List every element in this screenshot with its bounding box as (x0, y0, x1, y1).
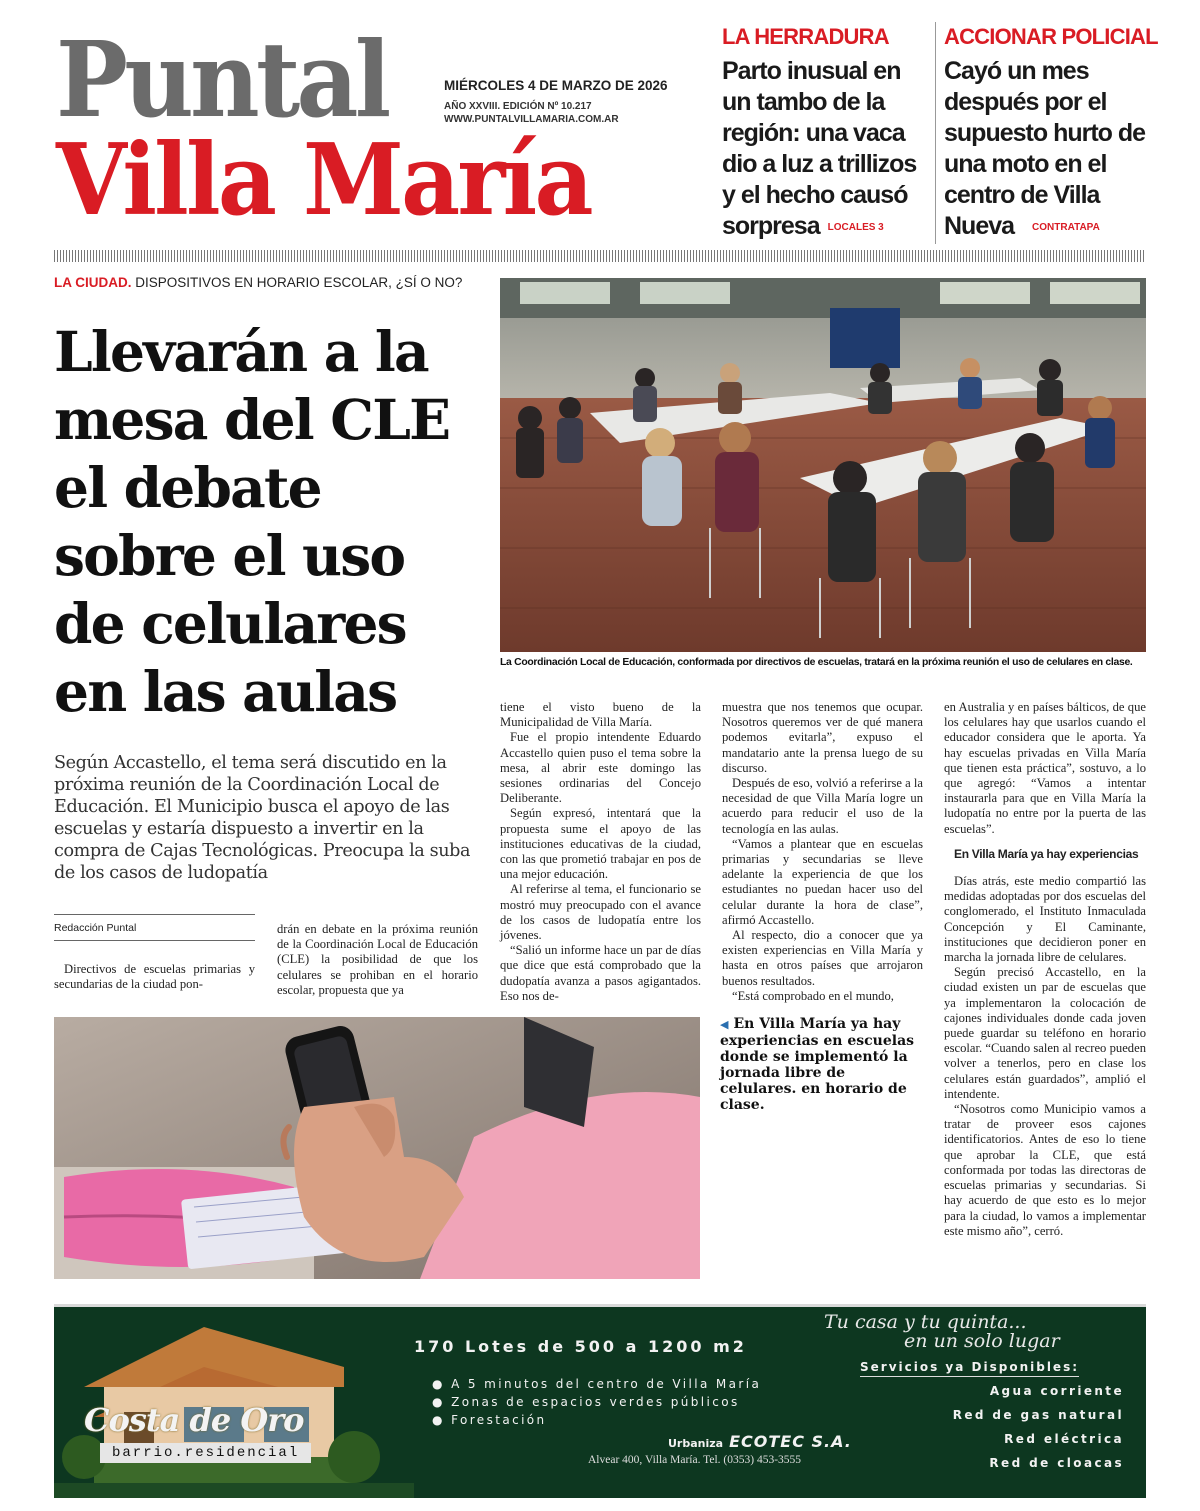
teaser-accionar-policial[interactable] (944, 24, 1158, 243)
ad-service: Red de gas natural (952, 1408, 1124, 1422)
ad-service: Red de cloacas (989, 1456, 1124, 1470)
meeting-photo-caption: La Coordinación Local de Educación, conformada por directivos de escuelas, tratará en la próxima reunión el uso de celulares en clase. (500, 657, 1133, 668)
paragraph: Al referirse al tema, el funcionario se mostró muy preocupado con el avance de los casos de ludopatía entre los jóvenes. (500, 882, 701, 943)
ad-service: Agua corriente (989, 1384, 1124, 1398)
teaser-kicker: ACCIONAR POLICIAL (944, 24, 1158, 49)
issue-meta (444, 100, 619, 126)
teaser-la-herradura[interactable] (722, 24, 932, 243)
meeting-photo-illustration (500, 278, 1146, 652)
byline: Redacción Puntal (54, 922, 137, 934)
phone-photo (54, 1017, 700, 1279)
costa-de-oro-ad[interactable] (54, 1304, 1146, 1498)
masthead-rule (54, 250, 1146, 262)
issue-date: MIÉRCOLES 4 DE MARZO DE 2026 (444, 78, 668, 93)
paragraph: Directivos de escuelas primarias y secundarias de la ciudad pon- (54, 962, 255, 992)
teaser-headline: Cayó un mes después por el supuesto hurto de una moto en el centro de Villa Nueva CONTRATAPA (944, 57, 1146, 240)
paragraph: Fue el propio intendente Eduardo Accastello quien puso el tema sobre la mesa, al abrir este domingo las sesiones ordinarias del Concejo Deliberante. (500, 730, 701, 806)
phone-photo-illustration (54, 1017, 700, 1279)
masthead-puntal: Puntal (56, 18, 388, 141)
body-column-4 (722, 700, 923, 1004)
ad-bullet: ● A 5 minutos del centro de Villa María (432, 1377, 762, 1391)
paragraph: “Nosotros como Municipio vamos a tratar de proveer esos cajones identificatorios. Antes de eso lo tiene que aprobar la CLE, que está conformada por todas las directoras de escuelas primarias y secundarias. Si hay acuerdo de que esto es lo mejor para la ciudad, lo vamos a implementar este mismo año”, cerró. (944, 1102, 1146, 1238)
paragraph: Después de eso, volvió a referirse a la necesidad de que Villa María logre un acuerdo para reducir el uso de la tecnología en las aulas. (722, 776, 923, 836)
paragraph: “Está comprobado en el mundo, (732, 988, 894, 1003)
teaser-kicker: LA HERRADURA (722, 24, 889, 49)
meeting-photo (500, 278, 1146, 652)
main-headline[interactable]: Llevarán a la mesa del CLE el debate sobre el uso de celulares en las aulas (54, 319, 450, 724)
ad-logo-subtitle: barrio.residencial (100, 1443, 311, 1463)
ad-services-title: Servicios ya Disponibles: (860, 1360, 1079, 1377)
masthead-villa-maria: Villa María (56, 123, 591, 238)
paragraph: Según expresó, intentará que la propuesta sume el apoyo de las instituciones educativas de la ciudad, con las que prometió trabajar en pos de una mejor educación. (500, 806, 701, 882)
pull-quote: ◀ En Villa María ya hay experiencias en escuelas donde se implementó la jornada libre de celulares. en horario de clase. (720, 1016, 915, 1113)
ad-developer: Urbaniza ECOTEC S.A. (668, 1432, 852, 1451)
teaser-page-ref: LOCALES 3 (827, 221, 884, 233)
body-column-3 (500, 700, 701, 1004)
byline-rule (54, 940, 255, 941)
ad-slogan: Tu casa y tu quinta... en un solo lugar (824, 1311, 1060, 1352)
paragraph: Días atrás, este medio compartió las medidas adoptadas por dos escuelas del conglomerado, el Instituto Inmaculada Concepción y El Caminante, instituciones que decidieron poner en marcha la jornada libre de celulares. (944, 874, 1146, 965)
paragraph: tiene el visto bueno de la Municipalidad de Villa María. (500, 700, 701, 730)
paragraph: Al respecto, dio a conocer que ya existen experiencias en Villa María y hasta en otros países que arrojaron buenos resultados. (722, 928, 923, 988)
body-column-2 (277, 922, 478, 998)
edition-number: AÑO XXVIII. EDICIÓN Nº 10.217 (444, 101, 592, 112)
paragraph: Según precisó Accastello, en la ciudad existen un par de escuelas que ya implementaron la colocación de cajones individuales donde cada joven puede guardar su teléfono en horario escolar. “Cuando salen al recreo pueden volver a tenerlos, pero en clase los celulares están guardados”, amplió el intendente. (944, 965, 1146, 1101)
paragraph: drán en debate en la próxima reunión de la Coordinación Local de Educación (CLE) la posibilidad de que los celulares se prohiban en el horario escolar, propuesta que ya (277, 922, 478, 997)
body-column-1 (54, 962, 255, 992)
quote-marker-icon: ◀ (720, 1018, 729, 1031)
paragraph: “Salió un informe hace un par de días que dice que está comprobado que la dudopatía avanza a pasos agigantados. Eso nos de- (500, 943, 701, 1003)
paragraph: en Australia y en países bálticos, de que los celulares hay que usarlos cuando el educador considera que le aporta. Ya hay escuelas privadas en Villa María que tienen esta práctica”, sostuvo, a lo que agregó: “Vamos a intentar instaurarla para que en Villa María la ludopatía no entre por la puerta de las escuelas”. (944, 700, 1146, 836)
ad-address: Alvear 400, Villa María. Tel. (0353) 453-3555 (588, 1454, 802, 1466)
byline-rule (54, 914, 255, 915)
teaser-divider (935, 22, 936, 244)
ad-bullet: ● Zonas de espacios verdes públicos (432, 1395, 740, 1409)
ad-logo: Costa de Oro (84, 1401, 304, 1439)
story-deck: Según Accastello, el tema será discutido en la próxima reunión de la Coordinación Local de Educación. El Municipio busca el apoyo de las escuelas y estaría dispuesto a invertir en la compra de Cajas Tecnológicas. Preocupa la suba de los casos de ludopatía (54, 753, 471, 883)
body-column-5 (944, 700, 1146, 1239)
paragraph: “Vamos a plantear que en escuelas primarias y secundarias se lleve adelante la experiencia de que los estudiantes no puedan hacer uso del celular durante la hora de clase”, afirmó Accastello. (722, 836, 923, 927)
website-link[interactable]: WWW.PUNTALVILLAMARIA.COM.AR (444, 114, 619, 125)
section-label: LA CIUDAD. DISPOSITIVOS EN HORARIO ESCOLAR, ¿SÍ O NO? (54, 275, 463, 290)
paragraph: muestra que nos tenemos que ocupar. Nosotros queremos ver de qué manera podemos evitarla”, expuso el mandatario ante la prensa luego de su discurso. (722, 700, 923, 775)
ad-title: 170 Lotes de 500 a 1200 m2 (414, 1337, 747, 1356)
ad-bullet: ● Forestación (432, 1413, 547, 1427)
teaser-page-ref: CONTRATAPA (1032, 221, 1100, 233)
ad-service: Red eléctrica (1004, 1432, 1124, 1446)
story-subhead: En Villa María ya hay experiencias (954, 846, 1139, 861)
teaser-headline: Parto inusual en un tambo de la región: una vaca dio a luz a trillizos y el hecho causó sorpresa LOCALES 3 (722, 57, 917, 240)
